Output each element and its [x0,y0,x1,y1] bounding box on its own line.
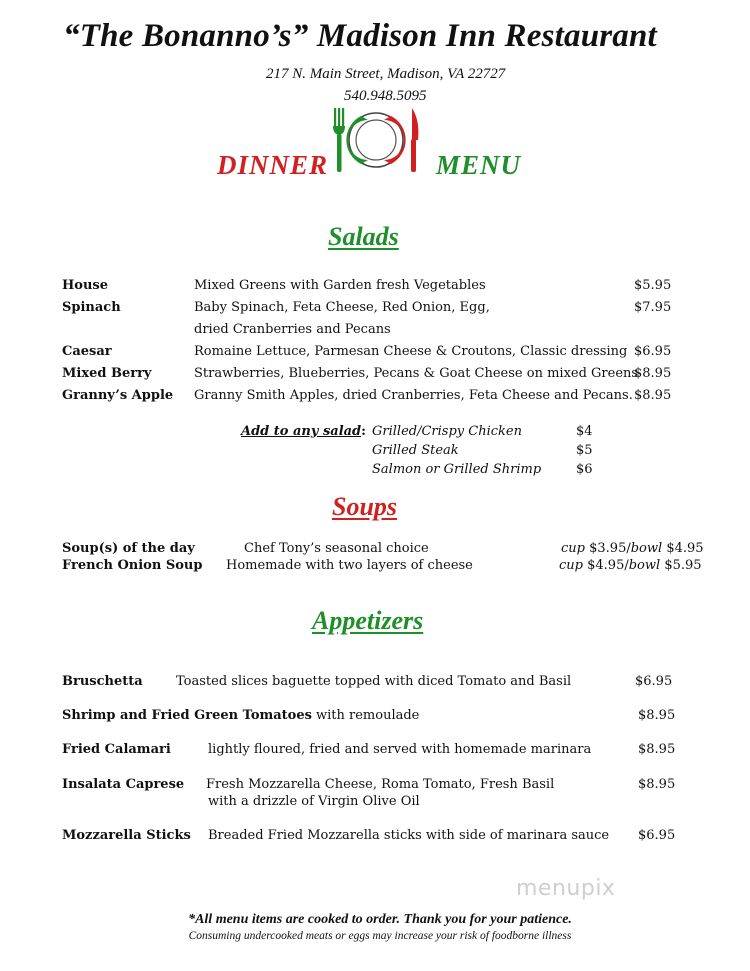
appetizer-name: Shrimp and Fried Green Tomatoes [62,708,312,723]
bowl-label: bowl [628,558,661,573]
appetizer-name: Mozzarella Sticks [62,828,191,843]
salad-name: House [62,278,108,293]
bowl-label: bowl [630,541,663,556]
menu-word: MENU [436,150,522,180]
soup-desc: Homemade with two layers of cheese [226,558,473,573]
appetizer-price: $8.95 [638,742,676,757]
appetizer-name: Insalata Caprese [62,777,185,792]
knife-icon [411,108,418,172]
salad-name: Granny’s Apple [62,388,174,403]
addon-name: Grilled Steak [372,443,459,458]
footer-note: *All menu items are cooked to order. Thank you for your patience. [188,912,572,927]
appetizers-heading: Appetizers [312,606,424,635]
cup-price: $3.95/ [589,541,631,556]
soup-desc: Chef Tony’s seasonal choice [244,541,429,556]
salads-heading: Salads [328,222,399,251]
plate-fork-knife-logo [328,106,424,174]
cup-label: cup [561,541,585,556]
appetizer-desc: Breaded Fried Mozzarella sticks with side of marinara sauce [208,828,610,843]
menupix-watermark: menupix [516,876,616,901]
appetizer-desc-line2: with a drizzle of Virgin Olive Oil [208,794,420,809]
address: 217 N. Main Street, Madison, VA 22727 [266,66,506,82]
addon-name: Grilled/Crispy Chicken [372,424,522,439]
dinner-word: DINNER [217,150,329,180]
salad-price: $7.95 [634,300,672,315]
salad-name: Mixed Berry [62,366,152,381]
appetizer-desc: Fresh Mozzarella Cheese, Roma Tomato, Fresh Basil [206,777,555,792]
appetizer-price: $6.95 [635,674,673,689]
salad-price: $6.95 [634,344,672,359]
appetizer-price: $8.95 [638,708,676,723]
cup-label: cup [559,558,583,573]
appetizer-price: $6.95 [638,828,676,843]
soup-price [559,558,702,573]
salad-desc-line2: dried Cranberries and Pecans [194,322,391,337]
bowl-price: $4.95 [666,541,704,556]
salad-price: $5.95 [634,278,672,293]
bowl-price: $5.95 [664,558,702,573]
addon-price: $4 [576,424,593,439]
soup-name: French Onion Soup [62,558,203,573]
salad-desc: Mixed Greens with Garden fresh Vegetables [194,278,486,293]
addons-label-text: Add to any salad [241,424,362,439]
soups-heading: Soups [332,492,398,521]
salad-desc: Romaine Lettuce, Parmesan Cheese & Croutons, Classic dressing [194,344,628,359]
appetizer-name: Fried Calamari [62,742,171,757]
salad-desc: Baby Spinach, Feta Cheese, Red Onion, Egg, [194,300,490,315]
appetizer-price: $8.95 [638,777,676,792]
addon-name: Salmon or Grilled Shrimp [372,462,542,477]
restaurant-title: “The Bonanno’s” Madison Inn Restaurant [63,18,657,54]
salad-price: $8.95 [634,366,672,381]
cup-price: $4.95/ [587,558,629,573]
salad-desc: Strawberries, Blueberries, Pecans & Goat Cheese on mixed Greens [194,366,639,381]
salad-name: Spinach [62,300,121,315]
phone-number: 540.948.5095 [344,88,427,104]
soup-name: Soup(s) of the day [62,541,195,556]
footer-warning: Consuming undercooked meats or eggs may increase your risk of foodborne illness [188,930,572,942]
appetizer-desc: with remoulade [316,708,420,723]
appetizer-desc: Toasted slices baguette topped with diced Tomato and Basil [176,674,572,689]
addon-price: $5 [576,443,593,458]
addon-price: $6 [576,462,593,477]
fork-icon [333,108,345,172]
salad-desc: Granny Smith Apples, dried Cranberries, Feta Cheese and Pecans. [194,388,633,403]
addons-colon: : [361,424,366,439]
soup-price [561,541,704,556]
appetizer-desc: lightly floured, fried and served with homemade marinara [208,742,592,757]
salad-name: Caesar [62,344,112,359]
plate-icon [346,113,405,167]
addons-label [241,424,366,439]
salad-price: $8.95 [634,388,672,403]
appetizer-name: Bruschetta [62,674,143,689]
